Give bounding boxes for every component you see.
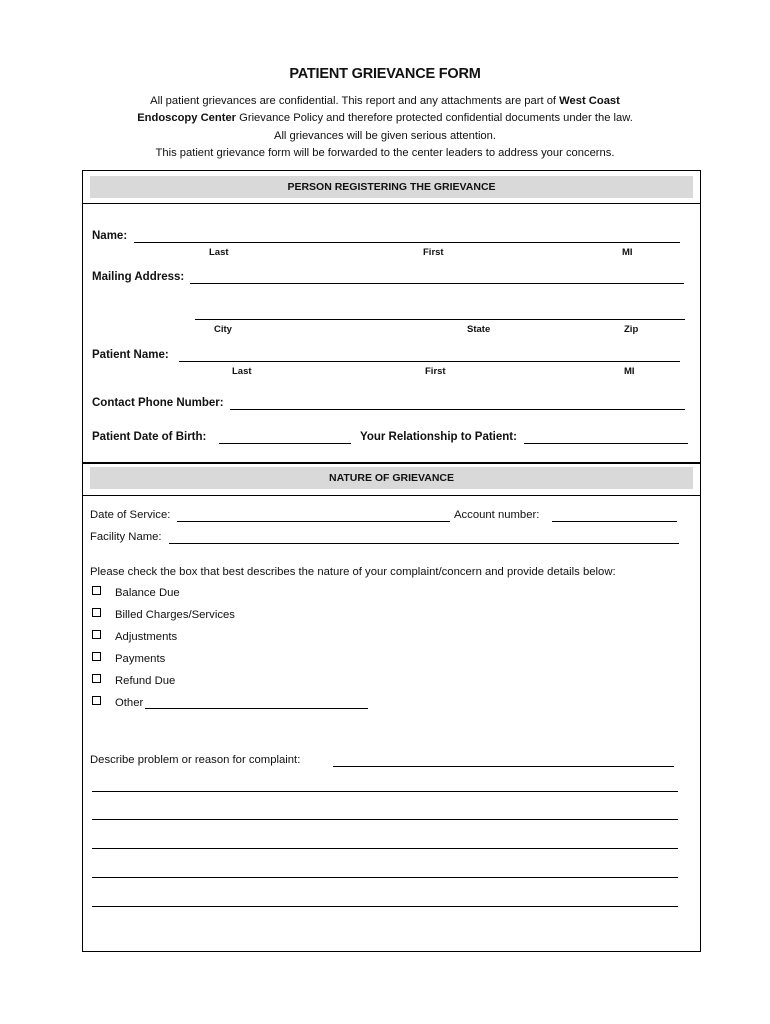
describe-label: Describe problem or reason for complaint: — [90, 754, 301, 766]
mailing-address-field[interactable] — [190, 283, 684, 284]
patient-sub-last: Last — [232, 366, 252, 377]
dob-label: Patient Date of Birth: — [92, 431, 207, 443]
mailing-address-field-2[interactable] — [195, 319, 685, 320]
account-number-label: Account number: — [454, 509, 540, 521]
facility-name-field[interactable] — [169, 543, 679, 544]
checkbox-icon[interactable] — [92, 652, 101, 661]
center-name-part2: Endoscopy Center — [137, 112, 237, 124]
describe-line[interactable] — [92, 906, 678, 907]
account-number-field[interactable] — [552, 521, 677, 522]
section-divider — [83, 203, 700, 204]
name-field[interactable] — [134, 242, 680, 243]
describe-line[interactable] — [92, 791, 678, 792]
patient-sub-first: First — [425, 366, 446, 377]
patient-name-label: Patient Name: — [92, 349, 169, 361]
other-field[interactable] — [145, 708, 368, 709]
intro-text: All patient grievances are confidential. This report and any attachments are part of — [150, 95, 560, 107]
patient-name-field[interactable] — [179, 361, 680, 362]
name-label: Name: — [92, 230, 128, 242]
intro-line-2 — [0, 110, 770, 128]
contact-phone-field[interactable] — [230, 409, 685, 410]
option-adjustments[interactable]: Adjustments — [92, 630, 177, 643]
relationship-field[interactable] — [524, 443, 688, 444]
section-header-registrant: PERSON REGISTERING THE GRIEVANCE — [90, 176, 693, 198]
option-other[interactable]: Other — [92, 696, 143, 709]
option-refund-due[interactable]: Refund Due — [92, 674, 175, 687]
option-balance-due[interactable]: Balance Due — [92, 586, 180, 599]
registrant-section — [82, 170, 701, 464]
describe-line[interactable] — [92, 819, 678, 820]
checkbox-icon[interactable] — [92, 674, 101, 683]
intro-line-4: This patient grievance form will be forwarded to the center leaders to address your concerns. — [155, 147, 615, 159]
address-sub-city: City — [214, 324, 232, 335]
option-billed-charges[interactable]: Billed Charges/Services — [92, 608, 235, 621]
checkbox-icon[interactable] — [92, 586, 101, 595]
form-title: PATIENT GRIEVANCE FORM — [289, 66, 481, 82]
address-sub-state: State — [467, 324, 491, 335]
complaint-instructions: Please check the box that best describes the nature of your complaint/concern and provide details below: — [90, 566, 616, 578]
intro-line-1 — [0, 93, 770, 111]
facility-name-label: Facility Name: — [90, 531, 162, 543]
describe-field[interactable] — [333, 766, 674, 767]
patient-sub-mi: MI — [624, 366, 635, 377]
grievance-section — [82, 462, 701, 952]
address-sub-zip: Zip — [624, 324, 639, 335]
date-of-service-label: Date of Service: — [90, 509, 171, 521]
name-sub-first: First — [423, 247, 444, 258]
dob-field[interactable] — [219, 443, 351, 444]
describe-line[interactable] — [92, 877, 678, 878]
intro-text: Grievance Policy and therefore protected confidential documents under the law. — [236, 112, 633, 124]
section-header-grievance: NATURE OF GRIEVANCE — [90, 467, 693, 489]
checkbox-icon[interactable] — [92, 630, 101, 639]
describe-line[interactable] — [92, 848, 678, 849]
contact-phone-label: Contact Phone Number: — [92, 397, 224, 409]
option-payments[interactable]: Payments — [92, 652, 165, 665]
relationship-label: Your Relationship to Patient: — [360, 431, 517, 443]
mailing-address-label: Mailing Address: — [92, 271, 185, 283]
name-sub-last: Last — [209, 247, 229, 258]
date-of-service-field[interactable] — [177, 521, 450, 522]
name-sub-mi: MI — [622, 247, 633, 258]
checkbox-icon[interactable] — [92, 608, 101, 617]
checkbox-icon[interactable] — [92, 696, 101, 705]
center-name-part1: West Coast — [559, 95, 620, 107]
intro-line-3: All grievances will be given serious attention. — [273, 130, 496, 142]
